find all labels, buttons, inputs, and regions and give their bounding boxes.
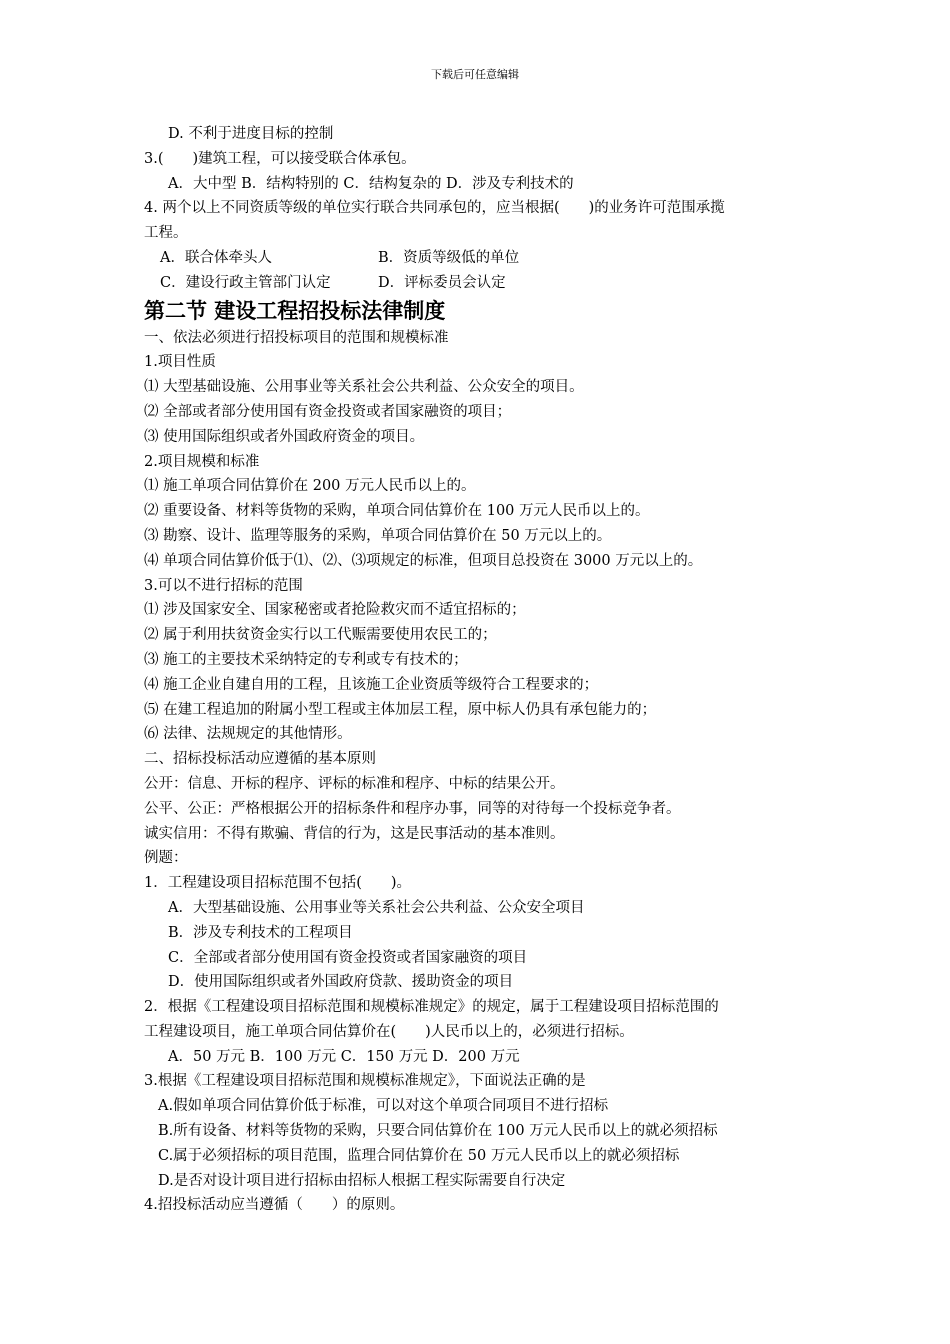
option-line: A.假如单项合同估算价低于标准，可以对这个单项合同项目不进行招标	[158, 1098, 609, 1115]
list-item: ⑶ 施工的主要技术采纳特定的专利或专有技术的；	[144, 651, 468, 668]
option-line: D．使用国际组织或者外国政府贷款、援助资金的项目	[168, 974, 514, 991]
option-line: D. 不利于进度目标的控制	[168, 126, 334, 142]
option-a: A．联合体牵头人	[160, 249, 272, 266]
subheading: 2.项目规模和标准	[144, 453, 260, 470]
list-item: ⑶ 使用国际组织或者外国政府资金的项目。	[144, 428, 425, 445]
list-item: ⑵ 重要设备、材料等货物的采购，单项合同估算价在 100 万元人民币以上的。	[144, 503, 650, 520]
option-d: D．评标委员会认定	[378, 274, 506, 291]
paragraph: 公开：信息、开标的程序、评标的标准和程序、中标的结果公开。	[144, 775, 565, 792]
question-line: 工程。	[144, 225, 188, 242]
option-line: C．全部或者部分使用国有资金投资或者国家融资的项目	[168, 949, 528, 966]
subheading: 3.可以不进行招标的范围	[144, 577, 303, 594]
option-line: B．涉及专利技术的工程项目	[168, 924, 353, 941]
list-item: ⑴ 涉及国家安全、国家秘密或者抢险救灾而不适宜招标的；	[144, 602, 526, 619]
document-body	[144, 122, 814, 1218]
page-header: 下载后可任意编辑	[431, 68, 519, 81]
list-item: ⑷ 施工企业自建自用的工程，且该施工企业资质等级符合工程要求的；	[144, 676, 599, 693]
list-item: ⑶ 勘察、设计、监理等服务的采购，单项合同估算价在 50 万元以上的。	[144, 527, 612, 544]
option-b: B．资质等级低的单位	[378, 249, 520, 266]
list-item: ⑴ 施工单项合同估算价在 200 万元人民币以上的。	[144, 478, 476, 495]
section-heading: 第二节 建设工程招投标法律制度	[144, 298, 446, 323]
option-row	[144, 246, 814, 271]
question-line: 3.根据《工程建设项目招标范围和规模标准规定》，下面说法正确的是	[144, 1073, 586, 1090]
option-line: A．大型基础设施、公用事业等关系社会公共利益、公众安全项目	[168, 899, 585, 916]
question-line: 2．根据《工程建设项目招标范围和规模标准规定》的规定，属于工程建设项目招标范围的	[144, 999, 719, 1016]
subheading: 一、依法必须进行招投标项目的范围和规模标准	[144, 329, 449, 346]
question-line: 3.( )建筑工程，可以接受联合体承包。	[144, 150, 416, 167]
option-line: A．50 万元 B．100 万元 C．150 万元 D．200 万元	[168, 1048, 520, 1065]
option-c: C．建设行政主管部门认定	[160, 274, 331, 291]
subheading: 二、招标投标活动应遵循的基本原则	[144, 751, 376, 768]
paragraph: 例题：	[144, 850, 188, 867]
option-line: D.是否对设计项目进行招标由招标人根据工程实际需要自行决定	[158, 1172, 566, 1189]
question-line: 4. 两个以上不同资质等级的单位实行联合共同承包的，应当根据( )的业务许可范围承揽	[144, 200, 725, 217]
list-item: ⑸ 在建工程追加的附属小型工程或主体加层工程，原中标人仍具有承包能力的；	[144, 701, 657, 718]
option-line: A．大中型 B．结构特别的 C．结构复杂的 D．涉及专利技术的	[168, 175, 574, 192]
list-item: ⑴ 大型基础设施、公用事业等关系社会公共利益、公众安全的项目。	[144, 379, 584, 396]
question-line: 4.招投标活动应当遵循（ ）的原则。	[144, 1197, 405, 1214]
option-line: B.所有设备、材料等货物的采购，只要合同估算价在 100 万元人民币以上的就必须招标	[158, 1123, 718, 1140]
option-row	[144, 271, 814, 296]
option-line: C.属于必须招标的项目范围，监理合同估算价在 50 万元人民币以上的就必须招标	[158, 1147, 680, 1164]
list-item: ⑵ 全部或者部分使用国有资金投资或者国家融资的项目；	[144, 403, 512, 420]
paragraph: 诚实信用：不得有欺骗、背信的行为，这是民事活动的基本准则。	[144, 825, 565, 842]
paragraph: 公平、公正：严格根据公开的招标条件和程序办事，同等的对待每一个投标竞争者。	[144, 800, 681, 817]
list-item: ⑹ 法律、法规规定的其他情形。	[144, 726, 352, 743]
list-item: ⑷ 单项合同估算价低于⑴、⑵、⑶项规定的标准，但项目总投资在 3000 万元以上的。	[144, 552, 703, 569]
subheading: 1.项目性质	[144, 354, 216, 371]
question-line: 1．工程建设项目招标范围不包括( )。	[144, 875, 412, 892]
list-item: ⑵ 属于利用扶贫资金实行以工代赈需要使用农民工的；	[144, 627, 497, 644]
question-line: 工程建设项目，施工单项合同估算价在( )人民币以上的，必须进行招标。	[144, 1023, 634, 1040]
